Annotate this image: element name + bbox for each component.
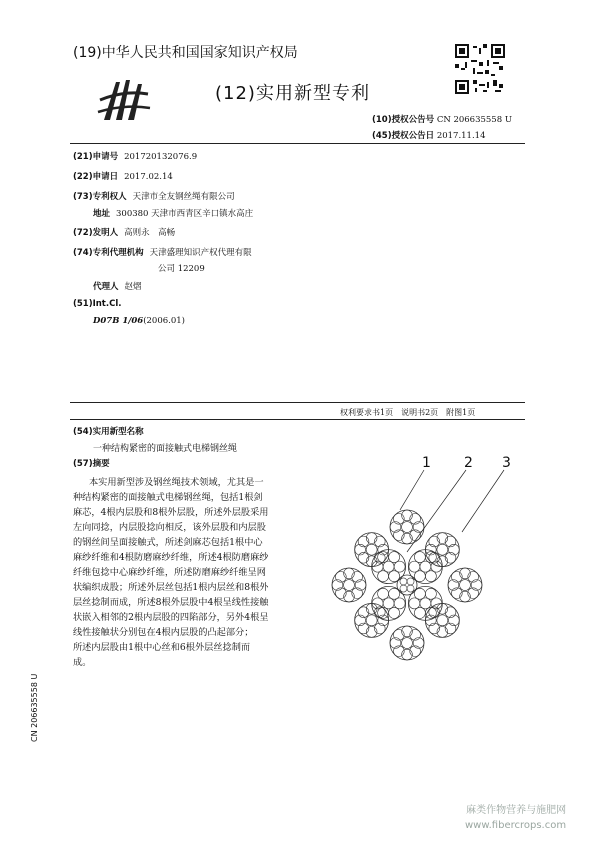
abstract-line: 左向同捻，内层股捻向相反，该外层股和内层股 (73, 522, 266, 533)
inner-outer-wire (425, 571, 436, 582)
inner-outer-wire (389, 571, 400, 582)
site-watermark (465, 803, 566, 833)
header-divider (70, 143, 525, 144)
agency-row (73, 246, 252, 258)
inner-strand (372, 550, 406, 584)
patentee-row (73, 190, 235, 202)
inner-outer-wire (394, 598, 405, 609)
inner-center-wire (420, 561, 431, 572)
utility-model-title: 一种结构紧密的面接触式电梯钢丝绳 (93, 444, 238, 454)
abstract-line: 纤维包捻中心麻纱纤维，所述防磨麻纱纤维呈网 (73, 567, 266, 578)
inventor-label: (72)发明人 (73, 228, 119, 238)
application-number-row (73, 150, 197, 162)
agent-label: 代理人 (93, 282, 119, 292)
abstract-line: 所述内层股由1根中心丝和6根外层丝捻制而 (73, 642, 251, 653)
strand-center-wire (402, 638, 413, 649)
strand-center-wire (437, 544, 448, 555)
patentee-label: (73)专利权人 (73, 192, 127, 202)
sisal-core (397, 575, 417, 595)
abstract-line: 的钢丝间呈面接触式，所述剑麻芯包括1根中心 (73, 537, 263, 548)
strand-center-wire (366, 615, 377, 626)
strand-center-wire (437, 615, 448, 626)
inner-outer-wire (389, 607, 400, 618)
address-label: 地址 (93, 209, 111, 219)
inner-outer-wire (409, 598, 420, 609)
ipc-year: (2006.01) (143, 316, 185, 326)
inner-outer-wire (425, 588, 436, 599)
patent-office-logo (94, 72, 154, 128)
qr-code (455, 44, 505, 94)
agency-line-1: 天津盛理知识产权代理有限 (149, 248, 252, 258)
application-date-label: (22)申请日 (73, 172, 119, 182)
patentee: 天津市全友钢丝绳有限公司 (132, 192, 235, 202)
abstract-line: 状编织成股；所述外层丝包括1根内层丝和8根外 (73, 582, 269, 593)
strand-center-wire (402, 522, 413, 533)
figure-label-2: 2 (464, 455, 473, 471)
ipc-code: D07B 1/06 (93, 316, 144, 326)
inner-outer-wire (414, 571, 425, 582)
publication-date-row (372, 129, 485, 141)
core-fiber (407, 585, 414, 592)
inner-outer-wire (414, 607, 425, 618)
strand-center-wire (460, 580, 471, 591)
inner-outer-wire (378, 588, 389, 599)
title-label-row (73, 425, 150, 437)
abstract-line: 层丝捻制而成，所述8根外层股中4根呈线性接触 (73, 597, 269, 608)
inner-strand (372, 586, 406, 620)
inventor: 高则永 高畅 (124, 228, 176, 238)
publication-date: 2017.11.14 (436, 131, 486, 141)
abstract-label: (57)摘要 (73, 459, 110, 469)
inner-center-wire (383, 561, 394, 572)
publication-number-label: (10)授权公告号 (372, 115, 435, 125)
inner-outer-wire (414, 552, 425, 563)
leader-line-2 (407, 470, 466, 552)
inner-outer-wire (389, 588, 400, 599)
publication-number-row (372, 113, 512, 125)
address: 300380 天津市西青区辛口镇水高庄 (116, 209, 254, 219)
application-date: 2017.02.14 (124, 172, 173, 182)
rope-cross-section-figure (312, 452, 512, 662)
leader-line-3 (462, 470, 504, 532)
leader-line-1 (400, 470, 424, 510)
abstract-line: 本实用新型涉及钢丝绳技术领域，尤其是一 (89, 477, 264, 488)
ipc-label-row (73, 299, 128, 309)
agent: 赵熠 (124, 282, 142, 292)
strand-center-wire (344, 580, 355, 591)
inner-center-wire (383, 598, 394, 609)
core-fiber (400, 578, 407, 585)
agency-line-2: 公司 12209 (158, 264, 205, 274)
strand-center-wire (366, 544, 377, 555)
abstract-line: 麻纱纤维和4根防磨麻纱纤维，所述4根防磨麻纱 (73, 552, 269, 563)
agency-label: (74)专利代理机构 (73, 248, 144, 258)
figure-label-3: 3 (502, 455, 511, 471)
watermark-line-1: 麻类作物营养与施肥网 (466, 805, 567, 816)
inner-strand (408, 586, 442, 620)
abstract-line: 麻芯，4根内层股和8根外层股，所述外层股采用 (73, 507, 269, 518)
core-fiber (407, 578, 414, 585)
abstract-line: 线性接触状分别包在4根内层股的凸起部分； (73, 627, 254, 638)
page-count-info: 权利要求书1页 说明书2页 附图1页 (340, 408, 476, 417)
ipc-label: (51)Int.Cl. (73, 299, 122, 309)
publication-date-label: (45)授权公告日 (372, 131, 435, 141)
inner-outer-wire (394, 561, 405, 572)
application-number: 201720132076.9 (124, 152, 198, 162)
inventor-row (73, 226, 175, 238)
inner-outer-wire (409, 561, 420, 572)
core-fiber (400, 585, 407, 592)
document-type: (12)实用新型专利 (215, 83, 370, 104)
patent-office-name: (19)中华人民共和国国家知识产权局 (73, 45, 298, 61)
inner-outer-wire (378, 571, 389, 582)
address-row (93, 207, 253, 219)
agent-row (93, 280, 142, 292)
abstract-line: 种结构紧密的面接触式电梯钢丝绳，包括1根剑 (73, 492, 263, 503)
abstract-label-row (73, 457, 116, 469)
publication-number: CN 206635558 U (436, 115, 512, 125)
pages-divider-bottom (70, 419, 525, 420)
watermark-line-2: www.fibercrops.com (465, 820, 567, 831)
figure-label-1: 1 (422, 455, 431, 471)
inner-outer-wire (389, 552, 400, 563)
application-date-row (73, 170, 173, 182)
inner-center-wire (420, 598, 431, 609)
inner-outer-wire (414, 588, 425, 599)
side-publication-code: CN 206635558 U (30, 673, 39, 742)
inner-strand (408, 550, 442, 584)
pages-divider-top (70, 402, 525, 403)
application-number-label: (21)申请号 (73, 152, 119, 162)
abstract-line: 状嵌入相邻的2根内层股的四陷部分，另外4根呈 (73, 612, 269, 623)
abstract-line: 成。 (73, 657, 92, 668)
title-label: (54)实用新型名称 (73, 427, 144, 437)
ipc-classification (93, 316, 185, 326)
